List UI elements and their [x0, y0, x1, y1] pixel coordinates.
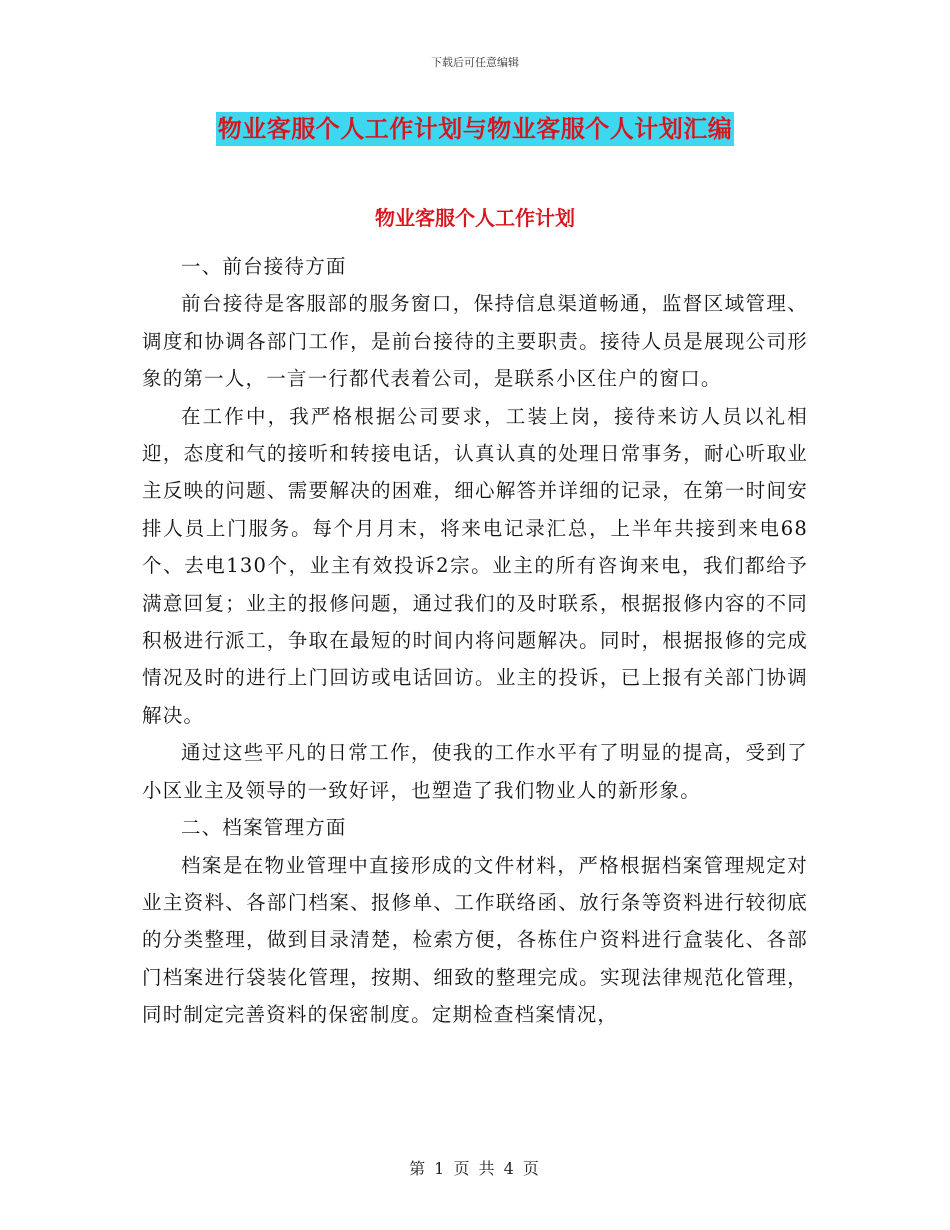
heading-archive-management: 二、档案管理方面 [181, 816, 347, 840]
section-title: 物业客服个人工作计划 [375, 206, 575, 230]
page-footer: 第 1 页 共 4 页 [409, 1159, 541, 1178]
paragraph: 通过这些平凡的日常工作，使我的工作水平有了明显的提高，受到了小区业主及领导的一致好评，也塑造了我们物业人的新形象。 [142, 741, 808, 802]
header-note: 下载后可任意编辑 [431, 56, 519, 69]
heading-front-desk: 一、前台接待方面 [181, 255, 347, 278]
paragraph: 在工作中，我严格根据公司要求，工装上岗，接待来访人员以礼相迎，态度和气的接听和转接电话，认真认真的处理日常事务，耐心听取业主反映的问题、需要解决的困难，细心解答并详细的记录，在第一时间安排人员上门服务。每个月月末，将来电记录汇总，上半年共接到来电68个、去电130个，业主有效投诉2宗。业主的所有咨询来电，我们都给予满意回复；业主的报修问题，通过我们的及时联系，根据报修内容的不同积极进行派工，争取在最短的时间内将问题解决。同时，根据报修的完成情况及时的进行上门回访或电话回访。业主的投诉，已上报有关部门协调解决。 [142, 404, 808, 727]
paragraph: 前台接待是客服部的服务窗口，保持信息渠道畅通，监督区域管理、调度和协调各部门工作，是前台接待的主要职责。接待人员是展现公司形象的第一人，一言一行都代表着公司，是联系小区住户的窗口。 [142, 292, 808, 391]
document-body [142, 248, 808, 1034]
main-title-container [0, 112, 950, 146]
document-title: 物业客服个人工作计划与物业客服个人计划汇编 [216, 112, 735, 146]
paragraph: 档案是在物业管理中直接形成的文件材料，严格根据档案管理规定对业主资料、各部门档案、报修单、工作联络函、放行条等资料进行较彻底的分类整理，做到目录清楚，检索方便，各栋住户资料进行盒装化、各部门档案进行袋装化管理，按期、细致的整理完成。实现法律规范化管理，同时制定完善资料的保密制度。定期检查档案情况， [142, 853, 808, 1027]
